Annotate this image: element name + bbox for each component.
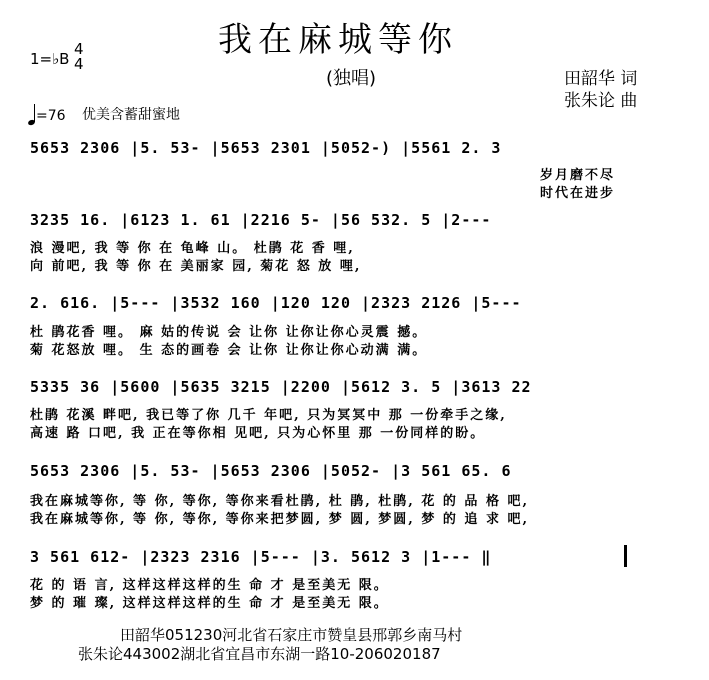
final-barline [624,545,627,567]
song-subtitle: (独唱) [326,68,377,89]
score-row-5-lyrics-1: 我在麻城等你, 等 你, 等你, 等你来看杜鹃, 杜 鹃, 杜鹃, 花 的 品 格 吧, [30,494,529,509]
score-row-1-side-lyric-1: 岁月磨不尽 [540,168,616,183]
note-stem [34,104,35,122]
score-row-2-lyrics-2: 向 前吧, 我 等 你 在 美丽家 园, 菊花 怒 放 哩, [30,259,362,274]
score-row-4-lyrics-2: 高速 路 口吧, 我 正在等你相 见吧, 只为心怀里 那 一份同样的盼。 [30,426,486,441]
score-row-2-notes: 3235 16. |6123 1. 61 |2216 5- |56 532. 5 |2--- [30,211,492,229]
tempo-marking: =76 [36,108,66,124]
key-signature: 1=♭B [30,50,70,68]
score-row-6-lyrics-2: 梦 的 璀 璨, 这样这样这样的生 命 才 是至美无 限。 [30,596,389,611]
score-row-3-lyrics-1: 杜 鹃花香 哩。 麻 姑的传说 会 让你 让你让你心灵震 撼。 [30,325,428,340]
score-row-5-notes: 5653 2306 |5. 53- |5653 2306 |5052- |3 561 65. 6 [30,462,512,480]
time-signature-top: 4 [74,40,84,58]
score-row-1-side-lyric-2: 时代在进步 [540,186,616,201]
score-row-2-lyrics-1: 浪 漫吧, 我 等 你 在 龟峰 山。 杜鹃 花 香 哩, [30,241,355,256]
expression-marking: 优美含蓄甜蜜地 [82,107,180,123]
lyricist-credit: 田韶华 词 [564,69,638,89]
composer-address: 张朱论443002湖北省宜昌市东湖一路10-206020187 [78,645,441,663]
score-row-3-notes: 2. 616. |5--- |3532 160 |120 120 |2323 2126 |5--- [30,294,522,312]
time-signature-bottom: 4 [74,55,84,73]
score-row-4-lyrics-1: 杜鹃 花溪 畔吧, 我已等了你 几千 年吧, 只为冥冥中 那 一份牵手之缘, [30,408,507,423]
score-row-5-lyrics-2: 我在麻城等你, 等 你, 等你, 等你来把梦圆, 梦 圆, 梦圆, 梦 的 追 求 吧, [30,512,529,527]
score-row-1-notes: 5653 2306 |5. 53- |5653 2301 |5052-) |5561 2. 3 [30,139,502,157]
composer-credit: 张朱论 曲 [564,91,638,111]
lyricist-address: 田韶华051230河北省石家庄市赞皇县邢郭乡南马村 [120,626,463,644]
song-title: 我在麻城等你 [218,20,458,60]
score-row-6-notes: 3 561 612- |2323 2316 |5--- |3. 5612 3 |1--- ‖ [30,548,492,566]
score-row-3-lyrics-2: 菊 花怒放 哩。 生 态的画卷 会 让你 让你让你心动满 满。 [30,343,428,358]
score-row-6-lyrics-1: 花 的 语 言, 这样这样这样的生 命 才 是至美无 限。 [30,578,389,593]
score-row-4-notes: 5335 36 |5600 |5635 3215 |2200 |5612 3. 5 |3613 22 [30,378,532,396]
